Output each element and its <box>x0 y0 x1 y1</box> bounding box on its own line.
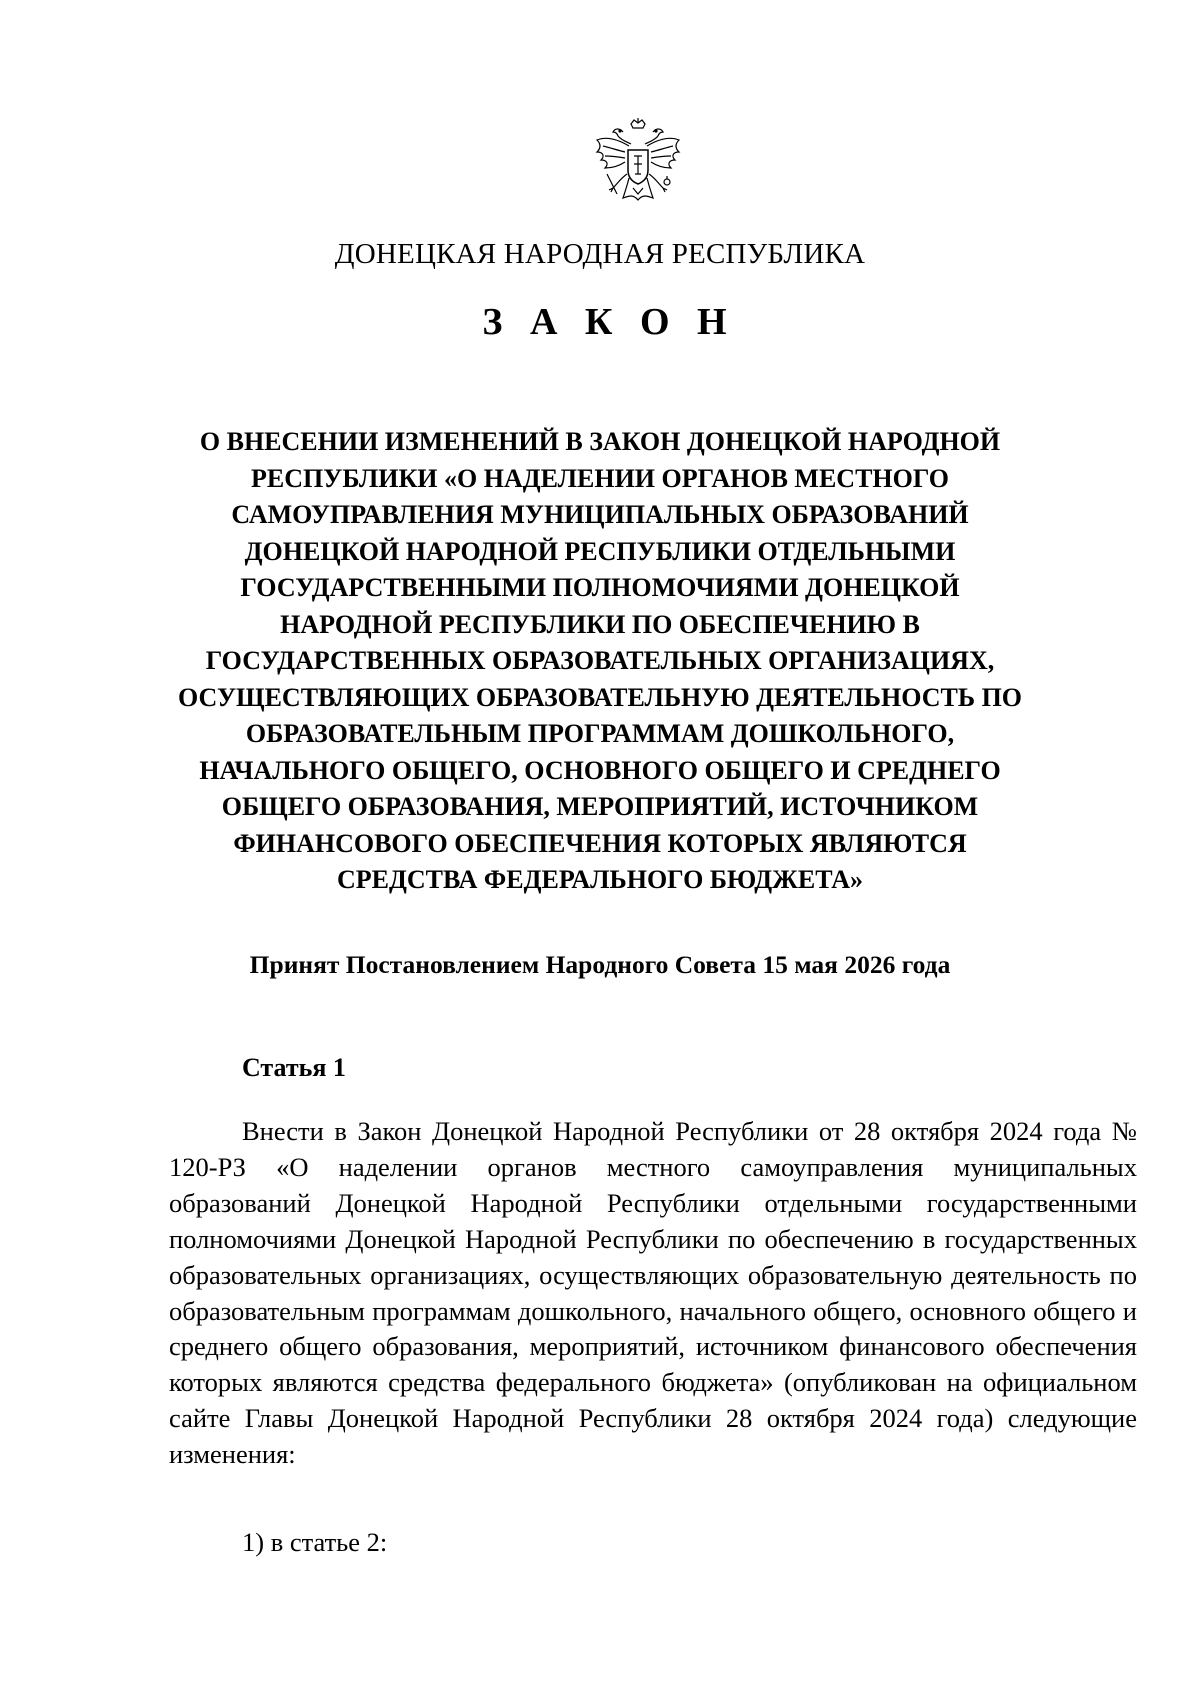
article-paragraph: Внести в Закон Донецкой Народной Республики от 28 октября 2024 года № 120-РЗ «О наделении органов местного самоуправления муниципальных образований Донецкой Народной Республики отдельными государственными полномочиями Донецкой Народной Республики по обеспечению в государственных образовательных организациях, осуществляющих образовательную деятельность по образовательным программам дошкольного, начального общего, основного общего и среднего общего образования, мероприятий, источником финансового обеспечения которых являются средства федерального бюджета» (опубликован на официальном сайте Главы Донецкой Народной Республики 28 октября 2024 года) следующие изменения: <box>169 1116 1137 1470</box>
law-title: О ВНЕСЕНИИ ИЗМЕНЕНИЙ В ЗАКОН ДОНЕЦКОЙ НАРОДНОЙ РЕСПУБЛИКИ «О НАДЕЛЕНИИ ОРГАНОВ МЕСТНОГО САМОУПРАВЛЕНИЯ МУНИЦИПАЛЬНЫХ ОБРАЗОВАНИЙ ДОНЕЦКОЙ НАРОДНОЙ РЕСПУБЛИКИ ОТДЕЛЬНЫМИ ГОСУДАРСТВЕННЫМИ ПОЛНОМОЧИЯМИ ДОНЕЦКОЙ НАРОДНОЙ РЕСПУБЛИКИ ПО ОБЕСПЕЧЕНИЮ В ГОСУДАРСТВЕННЫХ ОБРАЗОВАТЕЛЬНЫХ ОРГАНИЗАЦИЯХ, ОСУЩЕСТВЛЯЮЩИХ ОБРАЗОВАТЕЛЬНУЮ ДЕЯТЕЛЬНОСТЬ ПО ОБРАЗОВАТЕЛЬНЫМ ПРОГРАММАМ ДОШКОЛЬНОГО, НАЧАЛЬНОГО ОБЩЕГО, ОСНОВНОГО ОБЩЕГО И СРЕДНЕГО ОБЩЕГО ОБРАЗОВАНИЯ, МЕРОПРИЯТИЙ, ИСТОЧНИКОМ ФИНАНСОВОГО ОБЕСПЕЧЕНИЯ КОТОРЫХ ЯВЛЯЮТСЯ СРЕДСТВА ФЕДЕРАЛЬНОГО БЮДЖЕТА» <box>177 427 1023 894</box>
republic-name: ДОНЕЦКАЯ НАРОДНАЯ РЕСПУБЛИКА <box>334 238 866 270</box>
coat-of-arms-icon <box>593 118 683 214</box>
list-item: 1) в статье 2: <box>242 1527 388 1557</box>
adoption-note: Принят Постановлением Народного Совета 15 мая 2026 года <box>249 950 951 979</box>
document-type-heading: З А К О Н <box>482 301 736 343</box>
article-heading: Статья 1 <box>242 1053 346 1082</box>
